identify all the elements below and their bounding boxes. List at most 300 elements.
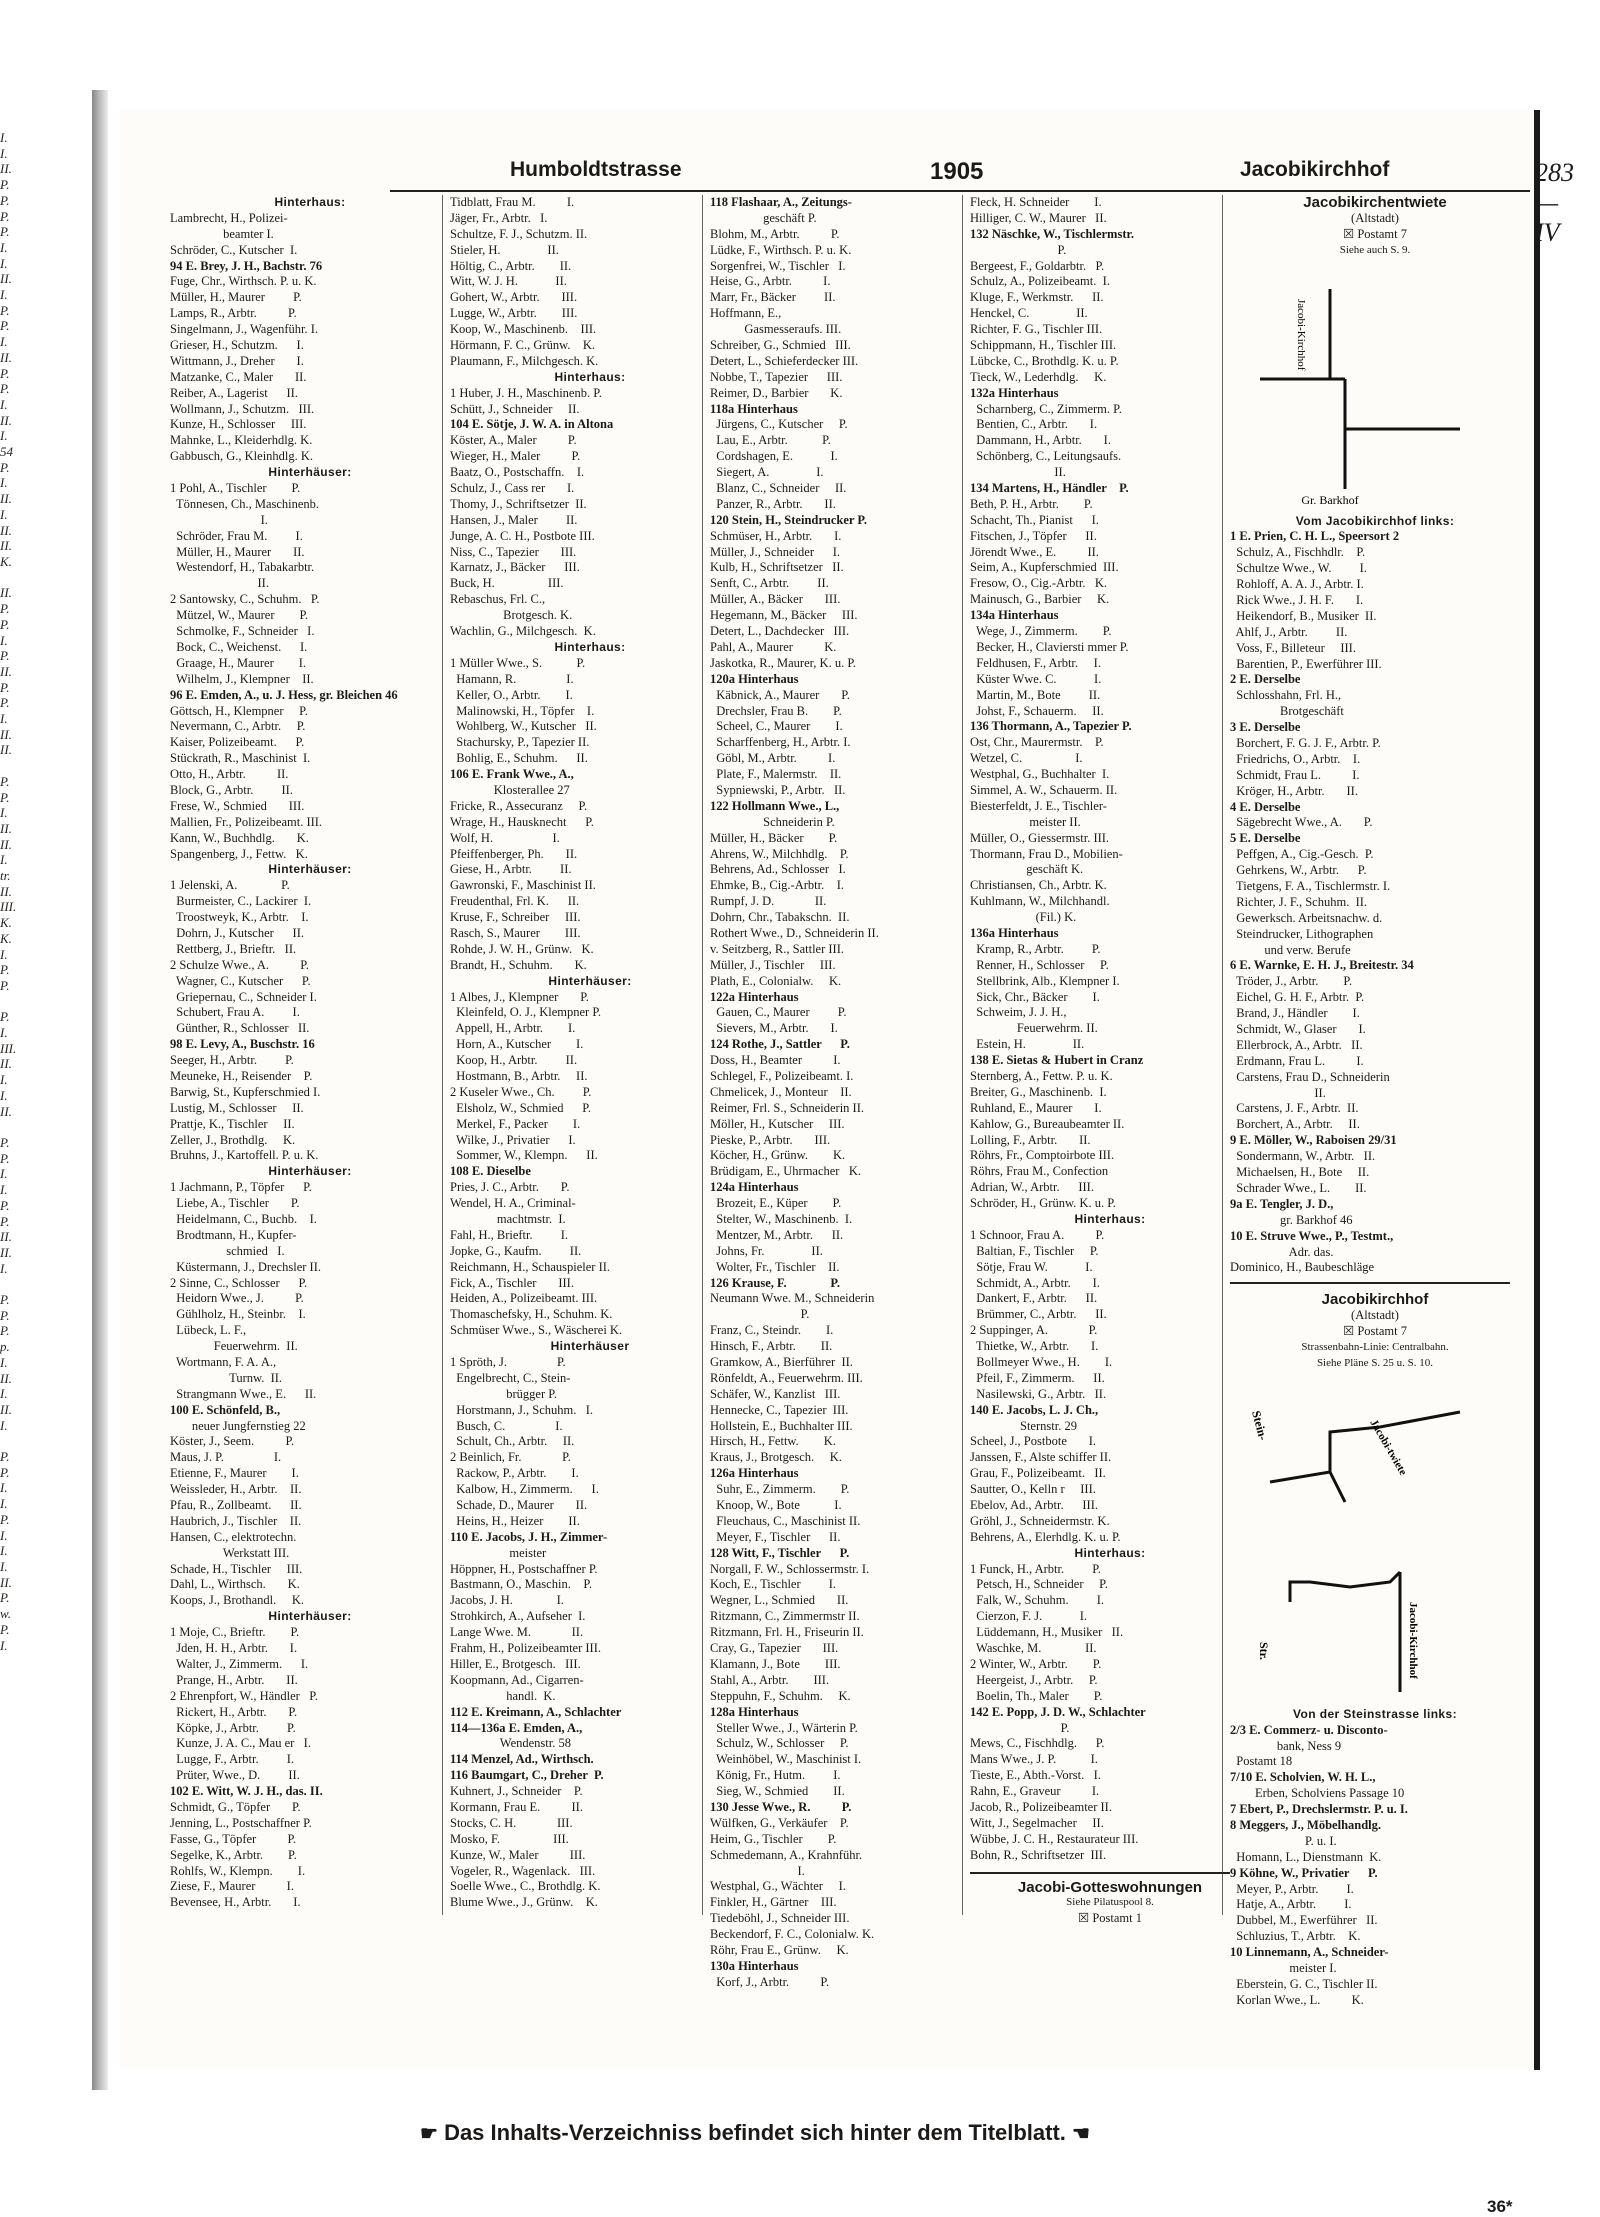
resident-entry: Dahl, L., Wirthsch. K. xyxy=(170,1577,300,1592)
resident-entry: Buck, H. III. xyxy=(450,576,564,591)
resident-entry: Korlan Wwe., L. K. xyxy=(1230,1992,1364,2007)
resident-entry: Schacht, Th., Pianist I. xyxy=(970,512,1099,527)
resident-entry: Brand, J., Händler I. xyxy=(1230,1006,1360,1021)
resident-entry: Engelbrecht, C., Stein- xyxy=(450,1370,571,1385)
resident-entry: meister I. xyxy=(1230,1960,1337,1975)
margin-floor-marker: I. xyxy=(0,711,8,727)
resident-entry: Simmel, A. W., Schauerm. II. xyxy=(970,782,1118,797)
header-street-left: Humboldtstrasse xyxy=(510,158,682,181)
resident-entry: 2 Schulze Wwe., A. P. xyxy=(170,957,309,972)
resident-entry: Sternstr. 29 xyxy=(970,1418,1077,1433)
resident-entry: Rohde, J. W. H., Grünw. K. xyxy=(450,941,594,956)
resident-entry: Zeller, J., Brothdlg. K. xyxy=(170,1132,296,1147)
resident-entry: Lugge, F., Arbtr. I. xyxy=(170,1752,294,1767)
resident-entry: Pfeiffenberger, Ph. II. xyxy=(450,846,578,861)
resident-entry: Hennecke, C., Tapezier III. xyxy=(710,1402,849,1417)
resident-entry: Mainusch, G., Barbier K. xyxy=(970,592,1110,607)
margin-floor-marker: II. xyxy=(0,1370,12,1386)
subsection-heading: Hinterhaus: xyxy=(1074,1545,1146,1560)
margin-floor-marker: II. xyxy=(0,820,12,836)
subsection-heading: Hinterhaus: xyxy=(1074,1212,1146,1226)
resident-entry: Müller, A., Bäcker III. xyxy=(710,592,841,607)
resident-entry: Elsholz, W., Schmied P. xyxy=(450,1100,591,1115)
house-entry: 140 E. Jacobs, L. J. Ch., xyxy=(970,1402,1099,1417)
resident-entry: Petsch, H., Schneider P. xyxy=(970,1577,1108,1592)
house-entry: 118a Hinterhaus xyxy=(710,401,798,416)
house-entry: 4 E. Derselbe xyxy=(1230,799,1301,814)
resident-entry: Sorgenfrei, W., Tischler I. xyxy=(710,258,846,273)
resident-entry: Wilhelm, J., Klempner II. xyxy=(170,671,314,686)
resident-entry: Senft, C., Arbtr. II. xyxy=(710,576,829,591)
resident-entry: Höltig, C., Arbtr. II. xyxy=(450,258,572,273)
resident-entry: Behrens, A., Elerhdlg. K. u. P. xyxy=(970,1529,1121,1544)
resident-entry: Knoop, W., Bote I. xyxy=(710,1498,842,1513)
resident-entry: Stückrath, R., Maschinist I. xyxy=(170,751,311,766)
resident-entry: Koop, W., Maschinenb. III. xyxy=(450,322,597,337)
margin-floor-marker: I. xyxy=(0,1025,8,1041)
resident-entry: Wendel, H. A., Criminal- xyxy=(450,1196,576,1211)
resident-entry: Rackow, P., Arbtr. I. xyxy=(450,1466,579,1481)
house-entry: 124 Rothe, J., Sattler P. xyxy=(710,1037,850,1052)
resident-entry: Schulz, W., Schlosser P. xyxy=(710,1736,849,1751)
house-entry: 136 Thormann, A., Tapezier P. xyxy=(970,719,1132,734)
resident-entry: Feuerwehrm. II. xyxy=(970,1021,1098,1036)
resident-entry: Thomaschefsky, H., Schuhm. K. xyxy=(450,1307,613,1322)
resident-entry: Tieste, E., Abth.-Vorst. I. xyxy=(970,1768,1101,1783)
margin-floor-marker: I. xyxy=(0,946,8,962)
resident-entry: Marr, Fr., Bäcker II. xyxy=(710,290,836,305)
margin-floor-marker xyxy=(0,1276,28,1292)
resident-entry: Lüddemann, H., Musiker II. xyxy=(970,1625,1124,1640)
margin-floor-marker: P. xyxy=(0,1511,10,1527)
resident-entry: Cordshagen, E. I. xyxy=(710,449,838,464)
resident-entry: Heikendorf, B., Musiker II. xyxy=(1230,608,1377,623)
house-entry: 108 E. Dieselbe xyxy=(450,1164,531,1179)
resident-entry: Küstermann, J., Drechsler II. xyxy=(170,1259,321,1274)
resident-entry: Kulb, H., Schriftsetzer II. xyxy=(710,560,844,575)
resident-entry: Röhr, Frau E., Grünw. K. xyxy=(710,1942,849,1957)
resident-entry: 1 Pohl, A., Tischler P. xyxy=(170,481,301,496)
resident-entry: Falk, W., Schuhm. I. xyxy=(970,1593,1105,1608)
resident-entry: Müller, J., Schneider I. xyxy=(710,544,841,559)
house-entry: 136a Hinterhaus xyxy=(970,925,1059,940)
margin-floor-marker: II. xyxy=(0,1244,12,1260)
resident-entry: Blume Wwe., J., Grünw. K. xyxy=(450,1895,598,1910)
margin-floor-marker: II. xyxy=(0,883,12,899)
margin-floor-marker: I. xyxy=(0,632,8,648)
resident-entry: Rönfeldt, A., Feuerwehrm. III. xyxy=(710,1370,863,1385)
resident-entry: Biesterfeldt, J. E., Tischler- xyxy=(970,798,1107,813)
resident-entry: Kröger, H., Arbtr. II. xyxy=(1230,783,1358,798)
resident-entry: Schmidt, A., Arbtr. I. xyxy=(970,1275,1100,1290)
resident-entry: Küster Wwe. C. I. xyxy=(970,671,1102,686)
margin-floor-marker: I. xyxy=(0,1386,8,1402)
resident-entry: Dohrn, Chr., Tabakschn. II. xyxy=(710,910,850,925)
resident-entry: I. xyxy=(170,512,268,527)
resident-entry: Erdmann, Frau L. I. xyxy=(1230,1053,1364,1068)
resident-entry: Hansen, C., elektrotechn. xyxy=(170,1529,297,1544)
resident-entry: Thormann, Frau D., Mobilien- xyxy=(970,846,1123,861)
resident-entry: Ziese, F., Maurer I. xyxy=(170,1879,294,1894)
resident-entry: Köster, A., Maler P. xyxy=(450,433,577,448)
resident-entry: Beth, P. H., Arbtr. P. xyxy=(970,496,1093,511)
resident-entry: Brandt, H., Schuhm. K. xyxy=(450,957,587,972)
column-3 xyxy=(710,195,990,1991)
resident-entry: Höppner, H., Postschaffner P. xyxy=(450,1561,598,1576)
resident-entry: Spangenberg, J., Fettw. K. xyxy=(170,846,308,861)
resident-entry: Wollmann, J., Schutzm. III. xyxy=(170,401,315,416)
resident-entry: Hollstein, E., Buchhalter III. xyxy=(710,1418,853,1433)
resident-entry: Gasmesseraufs. III. xyxy=(710,322,842,337)
margin-floor-marker: I. xyxy=(0,506,8,522)
resident-entry: Bohlig, E., Schuhm. II. xyxy=(450,751,588,766)
resident-entry: Schlosshahn, Frl. H., xyxy=(1230,688,1342,703)
resident-entry: Seim, A., Kupferschmied III. xyxy=(970,560,1119,575)
resident-entry: Reiber, A., Lagerist II. xyxy=(170,385,298,400)
resident-entry: Brodtmann, H., Kupfer- xyxy=(170,1227,297,1242)
house-entry: 130a Hinterhaus xyxy=(710,1958,799,1973)
house-entry: 10 Linnemann, A., Schneider- xyxy=(1230,1945,1389,1960)
resident-entry: Mans Wwe., J. P. I. xyxy=(970,1752,1098,1767)
resident-entry: Rick Wwe., J. H. F. I. xyxy=(1230,592,1364,607)
resident-entry: und verw. Berufe xyxy=(1230,942,1351,957)
house-entry: 7 Ebert, P., Drechslermstr. P. u. I. xyxy=(1230,1802,1408,1817)
resident-entry: Gehrkens, W., Arbtr. P. xyxy=(1230,863,1367,878)
resident-entry: Graage, H., Maurer I. xyxy=(170,655,307,670)
resident-entry: Burmeister, C., Lackirer I. xyxy=(170,894,312,909)
resident-entry: Hegemann, M., Bäcker III. xyxy=(710,608,858,623)
resident-entry: handl. K. xyxy=(450,1688,556,1703)
resident-entry: Kleinfeld, O. J., Klempner P. xyxy=(450,1005,602,1020)
resident-entry: Schubert, Frau A. I. xyxy=(170,1005,300,1020)
house-entry: 112 E. Kreimann, A., Schlachter xyxy=(450,1704,622,1719)
postamt-text: Postamt 1 xyxy=(1092,1911,1142,1926)
resident-entry: Korf, J., Arbtr. P. xyxy=(710,1974,830,1989)
house-entry: 110 E. Jacobs, J. H., Zimmer- xyxy=(450,1529,608,1544)
resident-entry: Vogeler, R., Wagenlack. III. xyxy=(450,1863,596,1878)
margin-floor-marker xyxy=(0,1433,28,1449)
resident-entry: Heins, H., Heizer II. xyxy=(450,1513,580,1528)
resident-entry: Karnatz, J., Bäcker III. xyxy=(450,560,580,575)
resident-entry: Beckendorf, F. C., Colonialw. K. xyxy=(710,1927,875,1942)
margin-floor-marker: P. xyxy=(0,302,10,318)
margin-floor-marker: II. xyxy=(0,1229,12,1245)
postamt-line xyxy=(1230,1324,1520,1340)
margin-floor-marker: P. xyxy=(0,192,10,208)
resident-entry: Brümmer, C., Arbtr. II. xyxy=(970,1307,1107,1322)
resident-entry: Brozeit, E., Küper P. xyxy=(710,1196,842,1211)
margin-floor-marker: II. xyxy=(0,742,12,758)
resident-entry: Jenning, L., Postschaffner P. xyxy=(170,1815,312,1830)
margin-floor-marker: I. xyxy=(0,1543,8,1559)
resident-entry: P. xyxy=(970,1720,1070,1735)
resident-entry: Griepernau, C., Schneider I. xyxy=(170,989,317,1004)
resident-entry: Bock, C., Weichenst. I. xyxy=(170,639,308,654)
house-entry: 9a E. Tengler, J. D., xyxy=(1230,1196,1334,1211)
margin-floor-marker: I. xyxy=(0,145,8,161)
resident-entry: Giese, H., Arbtr. II. xyxy=(450,862,572,877)
resident-entry: Sötje, Frau W. I. xyxy=(970,1259,1093,1274)
resident-entry: Haubrich, J., Tischler II. xyxy=(170,1513,302,1528)
resident-entry: Fleck, H. Schneider I. xyxy=(970,195,1102,209)
resident-entry: Gabbusch, G., Kleinhdlg. K. xyxy=(170,449,314,464)
resident-entry: Strohkirch, A., Aufseher I. xyxy=(450,1609,586,1624)
resident-entry: Schäfer, W., Kanzlist III. xyxy=(710,1386,841,1401)
resident-entry: 1 Müller Wwe., S. P. xyxy=(450,655,586,670)
resident-entry: Michaelsen, H., Bote II. xyxy=(1230,1165,1370,1180)
resident-entry: Homann, L., Dienstmann K. xyxy=(1230,1849,1382,1864)
map-label-barkhof: Gr. Barkhof xyxy=(1301,492,1359,507)
resident-entry: Bentien, C., Arbtr. I. xyxy=(970,417,1098,432)
resident-entry: Wittmann, J., Dreher I. xyxy=(170,353,304,368)
house-entry: 5 E. Derselbe xyxy=(1230,831,1301,846)
margin-floor-marker: I. xyxy=(0,852,8,868)
resident-entry: I. xyxy=(710,1863,805,1878)
resident-entry: Jörendt Wwe., E. II. xyxy=(970,544,1099,559)
margin-floor-marker: P. xyxy=(0,459,10,475)
resident-entry: Nevermann, C., Arbtr. P. xyxy=(170,719,306,734)
resident-entry: Scheel, J., Postbote I. xyxy=(970,1434,1097,1449)
resident-entry: Mallien, Fr., Polizeibeamt. III. xyxy=(170,814,323,829)
resident-entry: Schultze Wwe., W. I. xyxy=(1230,561,1367,576)
resident-entry: Kaiser, Polizeibeamt. P. xyxy=(170,735,305,750)
resident-entry: Gühlholz, H., Steinbr. I. xyxy=(170,1307,306,1322)
resident-entry: Carstens, Frau D., Schneiderin xyxy=(1230,1069,1390,1084)
resident-entry: Prattje, K., Tischler II. xyxy=(170,1116,295,1131)
resident-entry: Feuerwehrm. II. xyxy=(170,1339,298,1354)
resident-entry: Schulz, A., Fischhdlr. P. xyxy=(1230,545,1366,560)
resident-entry: Borchert, F. G. J. F., Arbtr. P. xyxy=(1230,736,1381,750)
section-subtitle: (Altstadt) xyxy=(1351,210,1399,225)
resident-entry: Lambrecht, H., Polizei- xyxy=(170,210,288,225)
resident-entry: Sondermann, W., Arbtr. II. xyxy=(1230,1149,1376,1164)
pointing-hand-icon: ☛ xyxy=(420,2123,438,2145)
margin-floor-marker: P. xyxy=(0,1464,10,1480)
resident-entry: Wege, J., Zimmerm. P. xyxy=(970,624,1112,639)
resident-entry: Ebelov, Ad., Arbtr. III. xyxy=(970,1498,1098,1513)
resident-entry: Jden, H. H., Arbtr. I. xyxy=(170,1641,298,1656)
resident-entry: Segelke, K., Arbtr. P. xyxy=(170,1847,297,1862)
margin-floor-marker: I. xyxy=(0,1417,8,1433)
margin-floor-marker: P. xyxy=(0,601,10,617)
house-entry: 102 E. Witt, W. J. H., das. II. xyxy=(170,1784,323,1799)
resident-entry: Wegner, L., Schmied II. xyxy=(710,1593,849,1608)
postamt-line xyxy=(970,1911,1250,1927)
resident-entry: Schütt, J., Schneider II. xyxy=(450,401,580,416)
resident-entry: Appell, H., Arbtr. I. xyxy=(450,1021,576,1036)
resident-entry: Detert, L., Schieferdecker III. xyxy=(710,353,859,368)
resident-entry: Fleuchaus, C., Maschinist II. xyxy=(710,1513,861,1528)
resident-entry: Stellbrink, Alb., Klempner I. xyxy=(970,973,1120,988)
resident-entry: Lüdke, F., Wirthsch. P. u. K. xyxy=(710,242,852,257)
resident-entry: Gramkow, A., Bierführer II. xyxy=(710,1355,853,1370)
resident-entry: Voss, F., Billeteur III. xyxy=(1230,640,1356,655)
resident-entry: Wilke, J., Privatier I. xyxy=(450,1132,576,1147)
house-entry: 3 E. Derselbe xyxy=(1230,720,1301,735)
resident-entry: 2 Beinlich, Fr. P. xyxy=(450,1450,571,1465)
resident-entry: Sieg, W., Schmied II. xyxy=(710,1784,845,1799)
resident-entry: Wrage, H., Hausknecht P. xyxy=(450,814,594,829)
margin-floor-marker: P. xyxy=(0,1197,10,1213)
resident-entry: Dammann, H., Arbtr. I. xyxy=(970,433,1111,448)
resident-entry: Schulz, J., Cass rer I. xyxy=(450,481,575,496)
resident-entry: Postamt 18 xyxy=(1230,1754,1293,1769)
resident-entry: schmied I. xyxy=(170,1243,285,1258)
subsection-heading: Hinterhäuser: xyxy=(268,465,352,480)
margin-floor-marker: II. xyxy=(0,585,12,601)
resident-entry: Richter, F. G., Tischler III. xyxy=(970,322,1103,337)
resident-entry: Rohloff, A. A. J., Arbtr. I. xyxy=(1230,577,1364,592)
resident-entry: Cray, G., Tapezier III. xyxy=(710,1641,839,1656)
margin-floor-marker: I. xyxy=(0,1480,8,1496)
resident-entry: Ellerbrock, A., Arbtr. II. xyxy=(1230,1037,1363,1052)
resident-entry: Röhrs, Frau M., Confection xyxy=(970,1164,1109,1179)
resident-entry: Wachlin, G., Milchgesch. K. xyxy=(450,624,596,639)
resident-entry: Frese, W., Schmied III. xyxy=(170,798,305,813)
subsection-heading: Hinterhäuser xyxy=(550,1339,630,1354)
resident-entry: Fricke, R., Assecuranz P. xyxy=(450,798,588,813)
resident-entry: Wohlberg, W., Kutscher II. xyxy=(450,719,597,734)
margin-floor-marker: P. xyxy=(0,1292,10,1308)
margin-floor-marker: I. xyxy=(0,334,8,350)
header-street-right: Jacobikirchhof xyxy=(1240,158,1390,181)
house-entry: 104 E. Sötje, J. W. A. in Altona xyxy=(450,417,614,432)
resident-entry: Rasch, S., Maurer III. xyxy=(450,925,581,940)
resident-entry: Wülfken, G., Verkäufer P. xyxy=(710,1815,849,1830)
resident-entry: Wendenstr. 58 xyxy=(450,1736,571,1751)
resident-entry: Stocks, C. H. III. xyxy=(450,1815,573,1830)
resident-entry: Heim, G., Tischler P. xyxy=(710,1831,837,1846)
resident-entry: Schluzius, T., Arbtr. K. xyxy=(1230,1929,1361,1944)
margin-floor-marker: P. xyxy=(0,648,10,664)
resident-entry: Steppuhn, F., Schuhm. K. xyxy=(710,1688,851,1703)
book-gutter xyxy=(92,90,108,2090)
section-see-also: Siehe auch S. 9. xyxy=(1339,243,1411,256)
margin-floor-marker: III. xyxy=(0,899,17,915)
resident-entry: Adr. das. xyxy=(1230,1244,1334,1259)
house-entry: 94 E. Brey, J. H., Bachstr. 76 xyxy=(170,258,323,273)
resident-entry: II. xyxy=(970,465,1066,480)
house-entry: 7/10 E. Scholvien, W. H. L., xyxy=(1230,1770,1376,1785)
house-entry: 98 E. Levy, A., Buschstr. 16 xyxy=(170,1037,315,1052)
resident-entry: Thomy, J., Schriftsetzer II. xyxy=(450,496,587,511)
resident-entry: Breiter, G., Maschinenb. I. xyxy=(970,1084,1107,1099)
margin-floor-marker: P. xyxy=(0,381,10,397)
house-entry: 142 E. Popp, J. D. W., Schlachter xyxy=(970,1704,1146,1719)
resident-entry: Rebaschus, Frl. C., xyxy=(450,592,546,607)
subsection-heading: Hinterhaus: xyxy=(274,195,346,209)
margin-floor-marker: P. xyxy=(0,977,10,993)
margin-floor-marker: w. xyxy=(0,1606,11,1622)
resident-entry: Grieser, H., Schutzm. I. xyxy=(170,338,304,353)
resident-entry: Cierzon, F. J. I. xyxy=(970,1609,1088,1624)
resident-entry: Kormann, Frau E. II. xyxy=(450,1799,583,1814)
resident-entry: Hamann, R. I. xyxy=(450,671,574,686)
resident-entry: Wübbe, J. C. H., Restaurateur III. xyxy=(970,1831,1139,1846)
margin-floor-marker: II. xyxy=(0,161,12,177)
resident-entry: Johst, F., Schauerm. II. xyxy=(970,703,1104,718)
resident-entry: Ahlf, J., Arbtr. II. xyxy=(1230,624,1348,639)
margin-floor-marker: I. xyxy=(0,1354,8,1370)
resident-entry: Wolf, H. I. xyxy=(450,830,560,845)
resident-entry: Müller, H., Maurer P. xyxy=(170,290,302,305)
resident-entry: Feldhusen, F., Arbtr. I. xyxy=(970,655,1101,670)
resident-entry: Pries, J. C., Arbtr. P. xyxy=(450,1180,570,1195)
resident-entry: Doss, H., Beamter I. xyxy=(710,1053,841,1068)
house-entry: 9 Köhne, W., Privatier P. xyxy=(1230,1865,1378,1880)
resident-entry: Heergeist, J., Arbtr. P. xyxy=(970,1672,1098,1687)
resident-entry: Müller, O., Giessermstr. III. xyxy=(970,830,1110,845)
house-entry: 130 Jesse Wwe., R. P. xyxy=(710,1799,852,1814)
resident-entry: Schlegel, F., Polizeibeamt. I. xyxy=(710,1068,854,1083)
margin-floor-marker xyxy=(0,994,28,1010)
house-entry: 132a Hinterhaus xyxy=(970,385,1059,400)
resident-entry: Hörmann, F. C., Grünw. K. xyxy=(450,338,596,353)
house-entry: 122a Hinterhaus xyxy=(710,989,799,1004)
resident-entry: Fasse, G., Töpfer P. xyxy=(170,1831,297,1846)
resident-entry: Drechsler, Frau B. P. xyxy=(710,703,842,718)
house-entry: 138 E. Sietas & Hubert in Cranz xyxy=(970,1053,1144,1068)
resident-entry: beamter I. xyxy=(170,226,274,241)
margin-floor-marker xyxy=(0,758,28,774)
house-entry: 128a Hinterhaus xyxy=(710,1704,799,1719)
house-entry: 114—136a E. Emden, A., xyxy=(450,1720,583,1735)
street-map-jacobikirchentwiete xyxy=(1230,259,1520,509)
margin-floor-marker: P. xyxy=(0,1150,10,1166)
section-subtitle: (Altstadt) xyxy=(1351,1308,1399,1323)
margin-floor-marker: I. xyxy=(0,130,8,145)
resident-entry: Gröhl, J., Schneidermstr. K. xyxy=(970,1513,1110,1528)
resident-entry: Schult, Ch., Arbtr. II. xyxy=(450,1434,575,1449)
tram-line: Strassenbahn-Linie: Centralbahn. xyxy=(1301,1341,1449,1353)
resident-entry: Röhrs, Fr., Comptoirbote III. xyxy=(970,1148,1115,1163)
resident-entry: Panzer, R., Arbtr. II. xyxy=(710,496,836,511)
house-entry: 106 E. Frank Wwe., A., xyxy=(450,767,574,782)
resident-entry: Plath, E., Colonialw. K. xyxy=(710,973,842,988)
column-rule xyxy=(702,195,703,1915)
resident-entry: Wagner, C., Kutscher P. xyxy=(170,973,311,988)
resident-entry: Stieler, H. II. xyxy=(450,242,559,257)
resident-entry: Stelter, W., Maschinenb. I. xyxy=(710,1212,853,1226)
resident-entry: Kunze, J. A. C., Mau er I. xyxy=(170,1736,311,1751)
resident-entry: Schröder, C., Kutscher I. xyxy=(170,242,298,257)
resident-entry: Lamps, R., Arbtr. P. xyxy=(170,306,297,321)
postbox-icon: ☒ xyxy=(1342,226,1355,241)
resident-entry: Sypniewski, P., Arbtr. II. xyxy=(710,782,846,797)
resident-entry: Lau, E., Arbtr. P. xyxy=(710,433,831,448)
resident-entry: 2 Suppinger, A. P. xyxy=(970,1323,1098,1338)
footer-note xyxy=(420,2120,1090,2146)
house-entry: 6 E. Warnke, E. H. J., Breitestr. 34 xyxy=(1230,958,1414,973)
resident-entry: 2 Winter, W., Arbtr. P. xyxy=(970,1656,1102,1671)
resident-entry: Carstens, J. F., Arbtr. II. xyxy=(1230,1101,1359,1116)
resident-entry: Behrens, Ad., Schlosser I. xyxy=(710,862,846,877)
margin-floor-marker: P. xyxy=(0,1009,10,1025)
resident-entry: Erben, Scholviens Passage 10 xyxy=(1230,1786,1405,1801)
resident-entry: Mahnke, L., Kleiderhdlg. K. xyxy=(170,433,313,448)
resident-entry: Thietke, W., Arbtr. I. xyxy=(970,1339,1099,1354)
resident-entry: Norgall, F. W., Schlossermstr. I. xyxy=(710,1561,870,1576)
resident-entry: Martin, M., Bote II. xyxy=(970,687,1101,702)
resident-entry: Schulz, A., Polizeibeamt. I. xyxy=(970,274,1110,289)
subsection-heading: Von der Steinstrasse links: xyxy=(1293,1706,1457,1721)
resident-entry: Malinowski, H., Töpfer I. xyxy=(450,703,595,718)
resident-entry: Schneiderin P. xyxy=(710,814,835,829)
resident-entry: Reichmann, H., Schauspieler II. xyxy=(450,1259,611,1274)
postamt-text: Postamt 7 xyxy=(1357,226,1407,241)
resident-entry: Waschke, M. II. xyxy=(970,1641,1097,1656)
house-entry: 122 Hollmann Wwe., L., xyxy=(710,798,840,813)
